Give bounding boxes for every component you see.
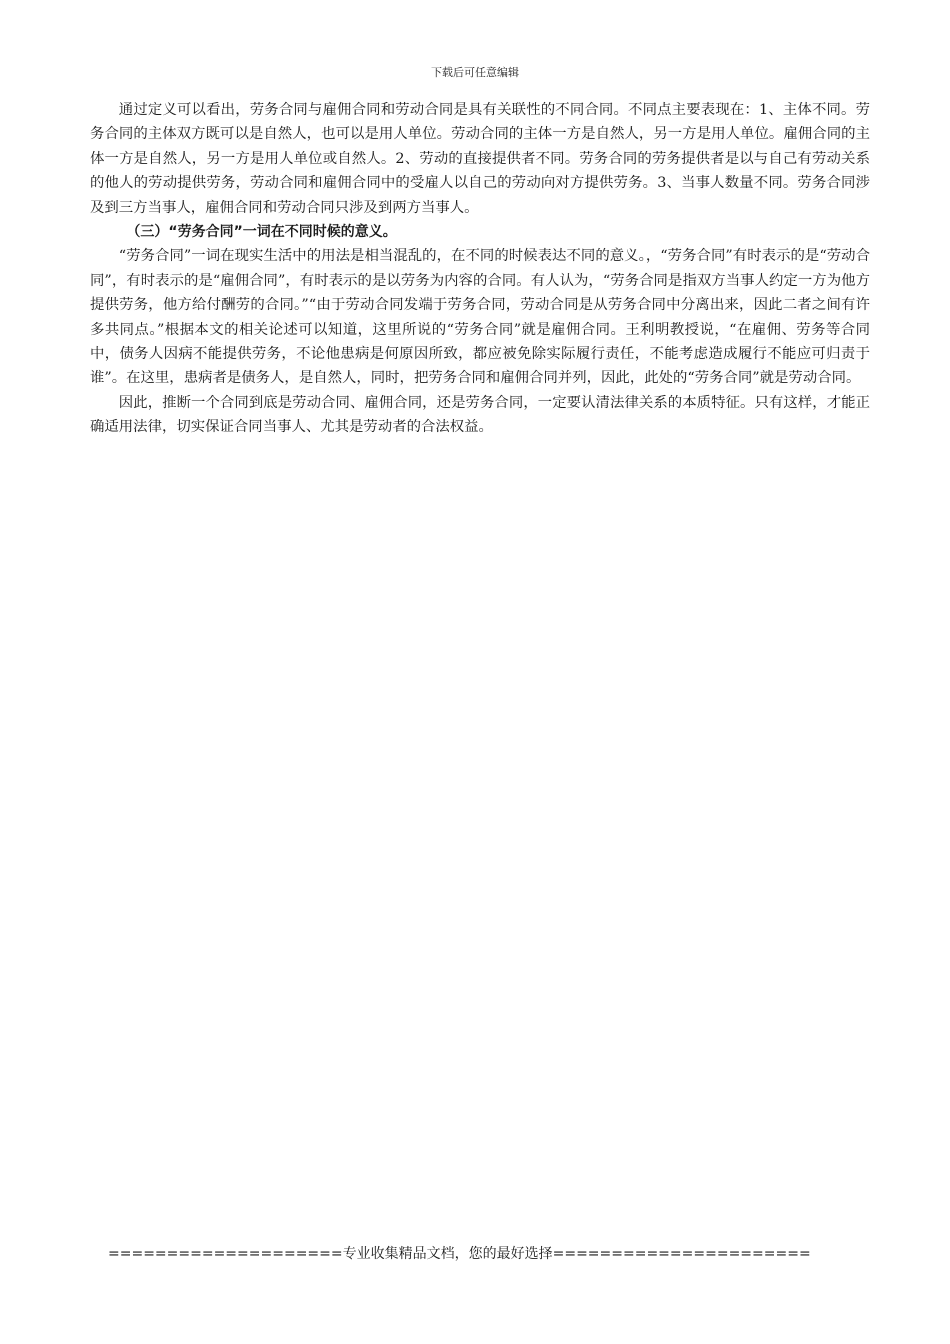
section-heading: （三）“劳务合同”一词在不同时候的意义。 (126, 224, 397, 241)
paragraph-conclusion: 因此，推断一个合同到底是劳动合同、雇佣合同，还是劳务合同，一定要认清法律关系的本质特征。只有这样，才能正确适用法律，切实保证合同当事人、尤其是劳动者的合法权益。 (90, 394, 870, 436)
document-body (90, 98, 870, 440)
paragraph-differences: 通过定义可以看出，劳务合同与雇佣合同和劳动合同是具有关联性的不同合同。不同点主要表现在：1、主体不同。劳务合同的主体双方既可以是自然人，也可以是用人单位。劳动合同的主体一方是自然人，另一方是用人单位。雇佣合同的主体一方是自然人，另一方是用人单位或自然人。2、劳动的直接提供者不同。劳务合同的劳务提供者是以与自己有劳动关系的他人的劳动提供劳务，劳动合同和雇佣合同中的受雇人以自己的劳动向对方提供劳务。3、当事人数量不同。劳务合同涉及到三方当事人，雇佣合同和劳动合同只涉及到两方当事人。 (90, 102, 870, 216)
page-footer: ====================专业收集精品文档，您的最好选择====================== (108, 1246, 811, 1262)
paragraph-meaning: “劳务合同”一词在现实生活中的用法是相当混乱的，在不同的时候表达不同的意义。，“劳务合同”有时表示的是“劳动合同”，有时表示的是“雇佣合同”，有时表示的是以劳务为内容的合同。有人认为，“劳务合同是指双方当事人约定一方为他方提供劳务，他方给付酬劳的合同。”“由于劳动合同发端于劳务合同，劳动合同是从劳务合同中分离出来，因此二者之间有许多共同点。”根据本文的相关论述可以知道，这里所说的“劳务合同”就是雇佣合同。王利明教授说，“在雇佣、劳务等合同中，债务人因病不能提供劳务，不论他患病是何原因所致，都应被免除实际履行责任，不能考虑造成履行不能应可归责于谁”。在这里，患病者是债务人，是自然人，同时，把劳务合同和雇佣合同并列，因此，此处的“劳务合同”就是劳动合同。 (90, 248, 870, 387)
page-header: 下载后可任意编辑 (431, 66, 519, 79)
